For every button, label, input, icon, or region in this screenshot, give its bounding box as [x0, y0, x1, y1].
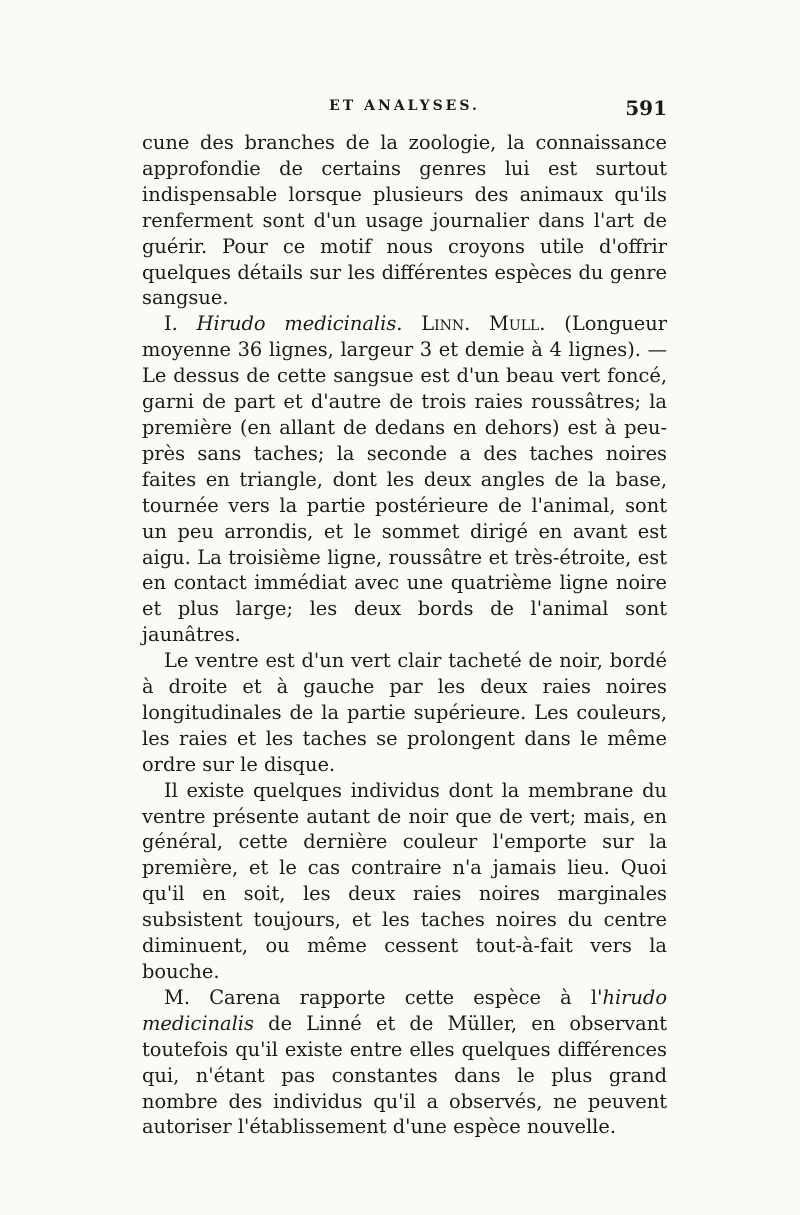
paragraph-ventre: Le ventre est d'un vert clair tacheté de noir, bordé à droite et à gauche par les deux raies noires longitudinales de la partie supérieure. Les couleurs, les raies et les taches se prolongent dans le même ordre sur le disque.	[142, 649, 667, 776]
species-authors: Linn. Mull.	[421, 312, 546, 336]
carena-text-after: de Linné et de Müller, en observant toutefois qu'il existe entre elles quelques différences qui, n'étant pas constantes dans le plus grand nombre des individus qu'il a observés, ne peuvent autoriser l'établissement d'une espèce nouvelle.	[142, 1011, 667, 1139]
species-description: (Longueur moyenne 36 lignes, largeur 3 et demie à 4 lignes). — Le dessus de cette sangsue est d'un beau vert foncé, garni de part et d'autre de trois raies roussâtres; la première (en allant de dedans en dehors) est à peu-près sans taches; la seconde a des taches noires faites en triangle, dont les deux angles de la base, tournée vers la partie postérieure de l'animal, sont un peu arrondis, et le sommet dirigé en avant est aigu. La troisième ligne, roussâtre et très-étroite, est en contact immédiat avec une quatrième ligne noire et plus large; les deux bords de l'animal sont jaunâtres.	[142, 312, 667, 647]
paragraph-variation: Il existe quelques individus dont la membrane du ventre présente autant de noir que de vert; mais, en général, cette dernière couleur l'emporte sur la première, et le cas contraire n'a jamais lieu. Quoi qu'il en soit, les deux raies noires marginales subsistent toujours, et les taches noires du centre diminuent, ou même cessent tout-à-fait vers la bouche.	[142, 778, 667, 983]
page-number: 591	[625, 96, 667, 120]
running-head	[142, 96, 667, 130]
carena-species-italic: hirudo medicinalis	[142, 985, 667, 1035]
paragraph-continuation: cune des branches de la zoologie, la connaissance approfondie de certains genres lui est surtout indispensable lorsque plusieurs des animaux qu'ils renferment sont d'un usage journalier dans l'art de guérir. Pour ce motif nous croyons utile d'offrir quelques détails sur les différentes espèces du genre sangsue.	[142, 131, 667, 310]
text-block	[142, 96, 667, 1140]
running-title: ET ANALYSES.	[329, 98, 480, 114]
species-number: I.	[164, 312, 178, 336]
species-name: Hirudo medicinalis.	[196, 312, 403, 336]
carena-text-before: M. Carena rapporte cette espèce à l'	[164, 985, 603, 1009]
paragraph-species-description	[142, 311, 667, 648]
paragraph-carena	[142, 985, 667, 1140]
